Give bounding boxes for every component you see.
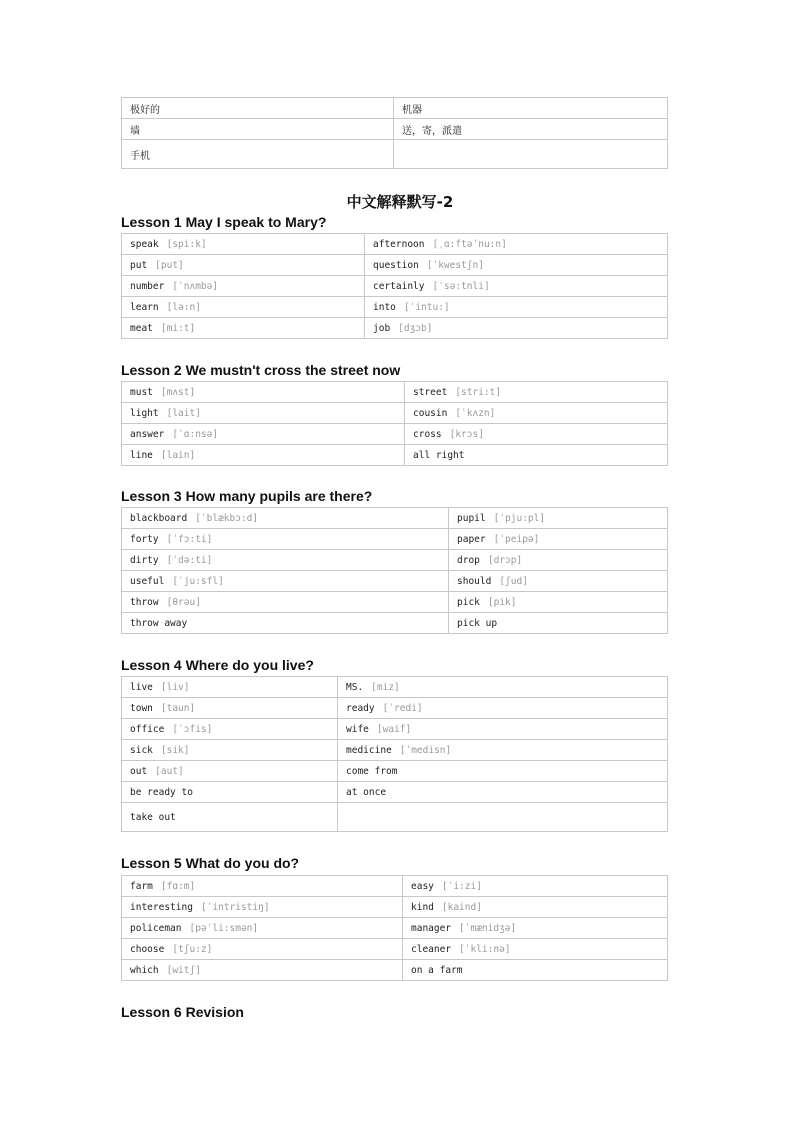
vocab-cell — [122, 508, 449, 529]
phonetic: [witʃ] — [166, 964, 201, 976]
phonetic: [miz] — [371, 681, 400, 693]
vocab-cell — [365, 234, 668, 255]
table-row — [122, 939, 668, 960]
vocab-word: dirty — [130, 554, 159, 566]
phonetic: [spi:k] — [166, 238, 207, 250]
table-row — [122, 255, 668, 276]
vocab-word: be ready to — [130, 786, 193, 798]
phonetic: [ˈsə:tnli] — [432, 280, 490, 292]
vocab-word: which — [130, 964, 159, 976]
vocab-cell — [122, 803, 338, 832]
vocab-word: speak — [130, 238, 159, 250]
table-row — [122, 803, 668, 832]
lesson-heading: Lesson 3 How many pupils are there? — [121, 488, 373, 504]
vocab-word: medicine — [346, 744, 392, 756]
lesson-heading: Lesson 2 We mustn't cross the street now — [121, 362, 401, 378]
phonetic: [dʒɔb] — [398, 322, 433, 334]
vocab-cell — [338, 740, 668, 761]
phonetic: [ˈintristiŋ] — [200, 901, 270, 913]
vocab-cell — [449, 592, 668, 613]
phonetic: [fɑ:m] — [160, 880, 196, 892]
phonetic: [krɔs] — [449, 428, 484, 440]
phonetic: [ˈi:zi] — [441, 880, 482, 892]
vocab-table — [121, 507, 668, 634]
table-row — [122, 897, 668, 918]
table-row — [122, 98, 668, 119]
vocab-word: question — [373, 259, 419, 271]
vocab-word: choose — [130, 943, 165, 955]
table-row — [122, 782, 668, 803]
vocab-cell — [122, 782, 338, 803]
vocab-word: wife — [346, 723, 369, 735]
lesson-heading: Lesson 6 Revision — [121, 1004, 244, 1020]
table-row — [122, 445, 668, 466]
vocab-cell — [403, 939, 668, 960]
phonetic: [mʌst] — [160, 386, 196, 398]
vocab-cell — [365, 318, 668, 339]
vocab-cell — [365, 276, 668, 297]
phonetic: [lə:n] — [166, 301, 201, 313]
phonetic: [ˈfɔ:ti] — [166, 533, 213, 545]
vocab-word: policeman — [130, 922, 182, 934]
vocab-cell — [122, 255, 365, 276]
table-cell: 墙 — [122, 119, 394, 140]
vocab-cell — [403, 876, 668, 897]
vocab-word: certainly — [373, 280, 425, 292]
vocab-word: at once — [346, 786, 387, 798]
vocab-word: pick — [457, 596, 480, 608]
phonetic: [ˈju:sfl] — [172, 575, 224, 587]
vocab-cell — [122, 960, 403, 981]
vocab-word: put — [130, 259, 148, 271]
vocab-cell — [122, 740, 338, 761]
vocab-cell — [122, 403, 405, 424]
vocab-cell — [122, 677, 338, 698]
vocab-word: live — [130, 681, 153, 693]
vocab-word: paper — [457, 533, 486, 545]
vocab-word: office — [130, 723, 165, 735]
phonetic: [ˈkʌzn] — [455, 407, 496, 419]
phonetic: [mi:t] — [160, 322, 196, 334]
vocab-word: afternoon — [373, 238, 425, 250]
table-cell — [394, 140, 668, 169]
vocab-cell — [122, 445, 405, 466]
table-row — [122, 677, 668, 698]
top-vocab-table — [121, 97, 668, 169]
vocab-cell — [122, 918, 403, 939]
vocab-word: sick — [130, 744, 153, 756]
phonetic: [ˈmedisn] — [399, 744, 452, 756]
vocab-word: number — [130, 280, 165, 292]
table-row — [122, 592, 668, 613]
vocab-cell — [449, 550, 668, 571]
table-cell: 手机 — [122, 140, 394, 169]
table-row — [122, 140, 668, 169]
vocab-word: cousin — [413, 407, 448, 419]
table-row — [122, 918, 668, 939]
table-row — [122, 761, 668, 782]
vocab-cell — [449, 613, 668, 634]
vocab-cell — [403, 960, 668, 981]
phonetic: [lait] — [166, 407, 201, 419]
phonetic: [ˈpeipə] — [493, 533, 540, 545]
phonetic: [drɔp] — [487, 554, 523, 566]
table-row — [122, 613, 668, 634]
vocab-word: line — [130, 449, 153, 461]
phonetic: [kaind] — [441, 901, 482, 913]
phonetic: [put] — [155, 259, 184, 271]
vocab-word: come from — [346, 765, 398, 777]
vocab-cell — [122, 276, 365, 297]
phonetic: [ˈredi] — [382, 702, 423, 714]
vocab-word: meat — [130, 322, 153, 334]
vocab-word: drop — [457, 554, 480, 566]
vocab-cell — [122, 876, 403, 897]
table-row — [122, 960, 668, 981]
vocab-cell — [122, 592, 449, 613]
table-row — [122, 508, 668, 529]
vocab-cell — [449, 529, 668, 550]
vocab-cell — [122, 571, 449, 592]
vocab-cell — [338, 719, 668, 740]
phonetic: [ˈdə:ti] — [166, 554, 213, 566]
vocab-word: easy — [411, 880, 434, 892]
table-row — [122, 571, 668, 592]
phonetic: [ˈɔfis] — [172, 723, 213, 735]
vocab-cell — [405, 403, 668, 424]
vocab-table — [121, 233, 668, 339]
table-row — [122, 740, 668, 761]
table-row — [122, 424, 668, 445]
vocab-cell — [122, 529, 449, 550]
vocab-table — [121, 381, 668, 466]
vocab-word: MS. — [346, 681, 364, 693]
phonetic: [θrəu] — [166, 596, 201, 608]
vocab-cell — [338, 698, 668, 719]
vocab-cell — [122, 424, 405, 445]
phonetic: [stri:t] — [455, 386, 502, 398]
vocab-word: on a farm — [411, 964, 463, 976]
vocab-cell — [365, 255, 668, 276]
lesson-heading: Lesson 1 May I speak to Mary? — [121, 214, 327, 230]
lesson-heading: Lesson 4 Where do you live? — [121, 657, 314, 673]
vocab-word: light — [130, 407, 159, 419]
vocab-cell — [338, 782, 668, 803]
vocab-word: throw away — [130, 617, 188, 629]
phonetic: [tʃu:z] — [172, 943, 213, 955]
vocab-cell — [338, 803, 668, 832]
phonetic: [ˈnʌmbə] — [172, 280, 219, 292]
vocab-word: interesting — [130, 901, 193, 913]
vocab-word: cross — [413, 428, 442, 440]
vocab-word: take out — [130, 811, 176, 823]
vocab-cell — [338, 761, 668, 782]
table-row — [122, 719, 668, 740]
phonetic: [ˈkli:nə] — [459, 943, 511, 955]
vocab-cell — [122, 698, 338, 719]
vocab-word: learn — [130, 301, 159, 313]
phonetic: [aut] — [155, 765, 184, 777]
table-row — [122, 550, 668, 571]
vocab-cell — [122, 297, 365, 318]
vocab-cell — [449, 508, 668, 529]
vocab-word: job — [373, 322, 391, 334]
table-cell: 送，寄，派遣 — [394, 119, 668, 140]
phonetic: [ˈintu:] — [403, 301, 450, 313]
vocab-cell — [403, 918, 668, 939]
table-row — [122, 698, 668, 719]
vocab-word: should — [457, 575, 492, 587]
table-row — [122, 876, 668, 897]
vocab-word: blackboard — [130, 512, 188, 524]
phonetic: [liv] — [160, 681, 190, 693]
vocab-cell — [122, 897, 403, 918]
vocab-word: farm — [130, 880, 153, 892]
vocab-cell — [405, 424, 668, 445]
phonetic: [ʃud] — [499, 575, 528, 587]
vocab-word: throw — [130, 596, 159, 608]
page-title: 中文解释默写-2 — [346, 193, 454, 211]
phonetic: [ˈpju:pl] — [493, 512, 546, 524]
phonetic: [ˈɑ:nsə] — [172, 428, 219, 440]
table-row — [122, 529, 668, 550]
vocab-cell — [122, 719, 338, 740]
vocab-cell — [405, 445, 668, 466]
table-row — [122, 119, 668, 140]
vocab-word: town — [130, 702, 153, 714]
phonetic: [lain] — [160, 449, 196, 461]
vocab-word: street — [413, 386, 448, 398]
phonetic: [pəˈli:smən] — [189, 922, 259, 934]
vocab-cell — [405, 382, 668, 403]
phonetic: [sik] — [160, 744, 190, 756]
table-cell: 极好的 — [122, 98, 394, 119]
vocab-table — [121, 875, 668, 981]
table-cell: 机器 — [394, 98, 668, 119]
vocab-word: answer — [130, 428, 165, 440]
vocab-cell — [403, 897, 668, 918]
vocab-cell — [122, 318, 365, 339]
vocab-cell — [122, 550, 449, 571]
vocab-cell — [122, 613, 449, 634]
phonetic: [taun] — [160, 702, 196, 714]
vocab-word: manager — [411, 922, 452, 934]
vocab-word: ready — [346, 702, 375, 714]
vocab-word: pick up — [457, 617, 498, 629]
table-row — [122, 234, 668, 255]
vocab-word: must — [130, 386, 153, 398]
vocab-cell — [122, 382, 405, 403]
table-row — [122, 403, 668, 424]
phonetic: [ˈkwestʃn] — [426, 259, 484, 271]
phonetic: [waif] — [376, 723, 412, 735]
phonetic: [ˈblækbɔ:d] — [195, 512, 259, 524]
table-row — [122, 318, 668, 339]
vocab-cell — [122, 939, 403, 960]
vocab-word: into — [373, 301, 396, 313]
lesson-heading: Lesson 5 What do you do? — [121, 855, 300, 871]
vocab-word: useful — [130, 575, 165, 587]
vocab-word: kind — [411, 901, 434, 913]
table-row — [122, 382, 668, 403]
vocab-word: pupil — [457, 512, 486, 524]
vocab-word: all right — [413, 449, 465, 461]
vocab-cell — [122, 234, 365, 255]
vocab-word: out — [130, 765, 148, 777]
vocab-table — [121, 676, 668, 832]
table-row — [122, 276, 668, 297]
vocab-word: cleaner — [411, 943, 452, 955]
phonetic: [pik] — [487, 596, 517, 608]
vocab-word: forty — [130, 533, 159, 545]
vocab-cell — [338, 677, 668, 698]
vocab-cell — [365, 297, 668, 318]
vocab-cell — [449, 571, 668, 592]
table-row — [122, 297, 668, 318]
vocab-cell — [122, 761, 338, 782]
phonetic: [ˌɑ:ftəˈnu:n] — [432, 238, 507, 250]
phonetic: [ˈmænidʒə] — [459, 922, 517, 934]
